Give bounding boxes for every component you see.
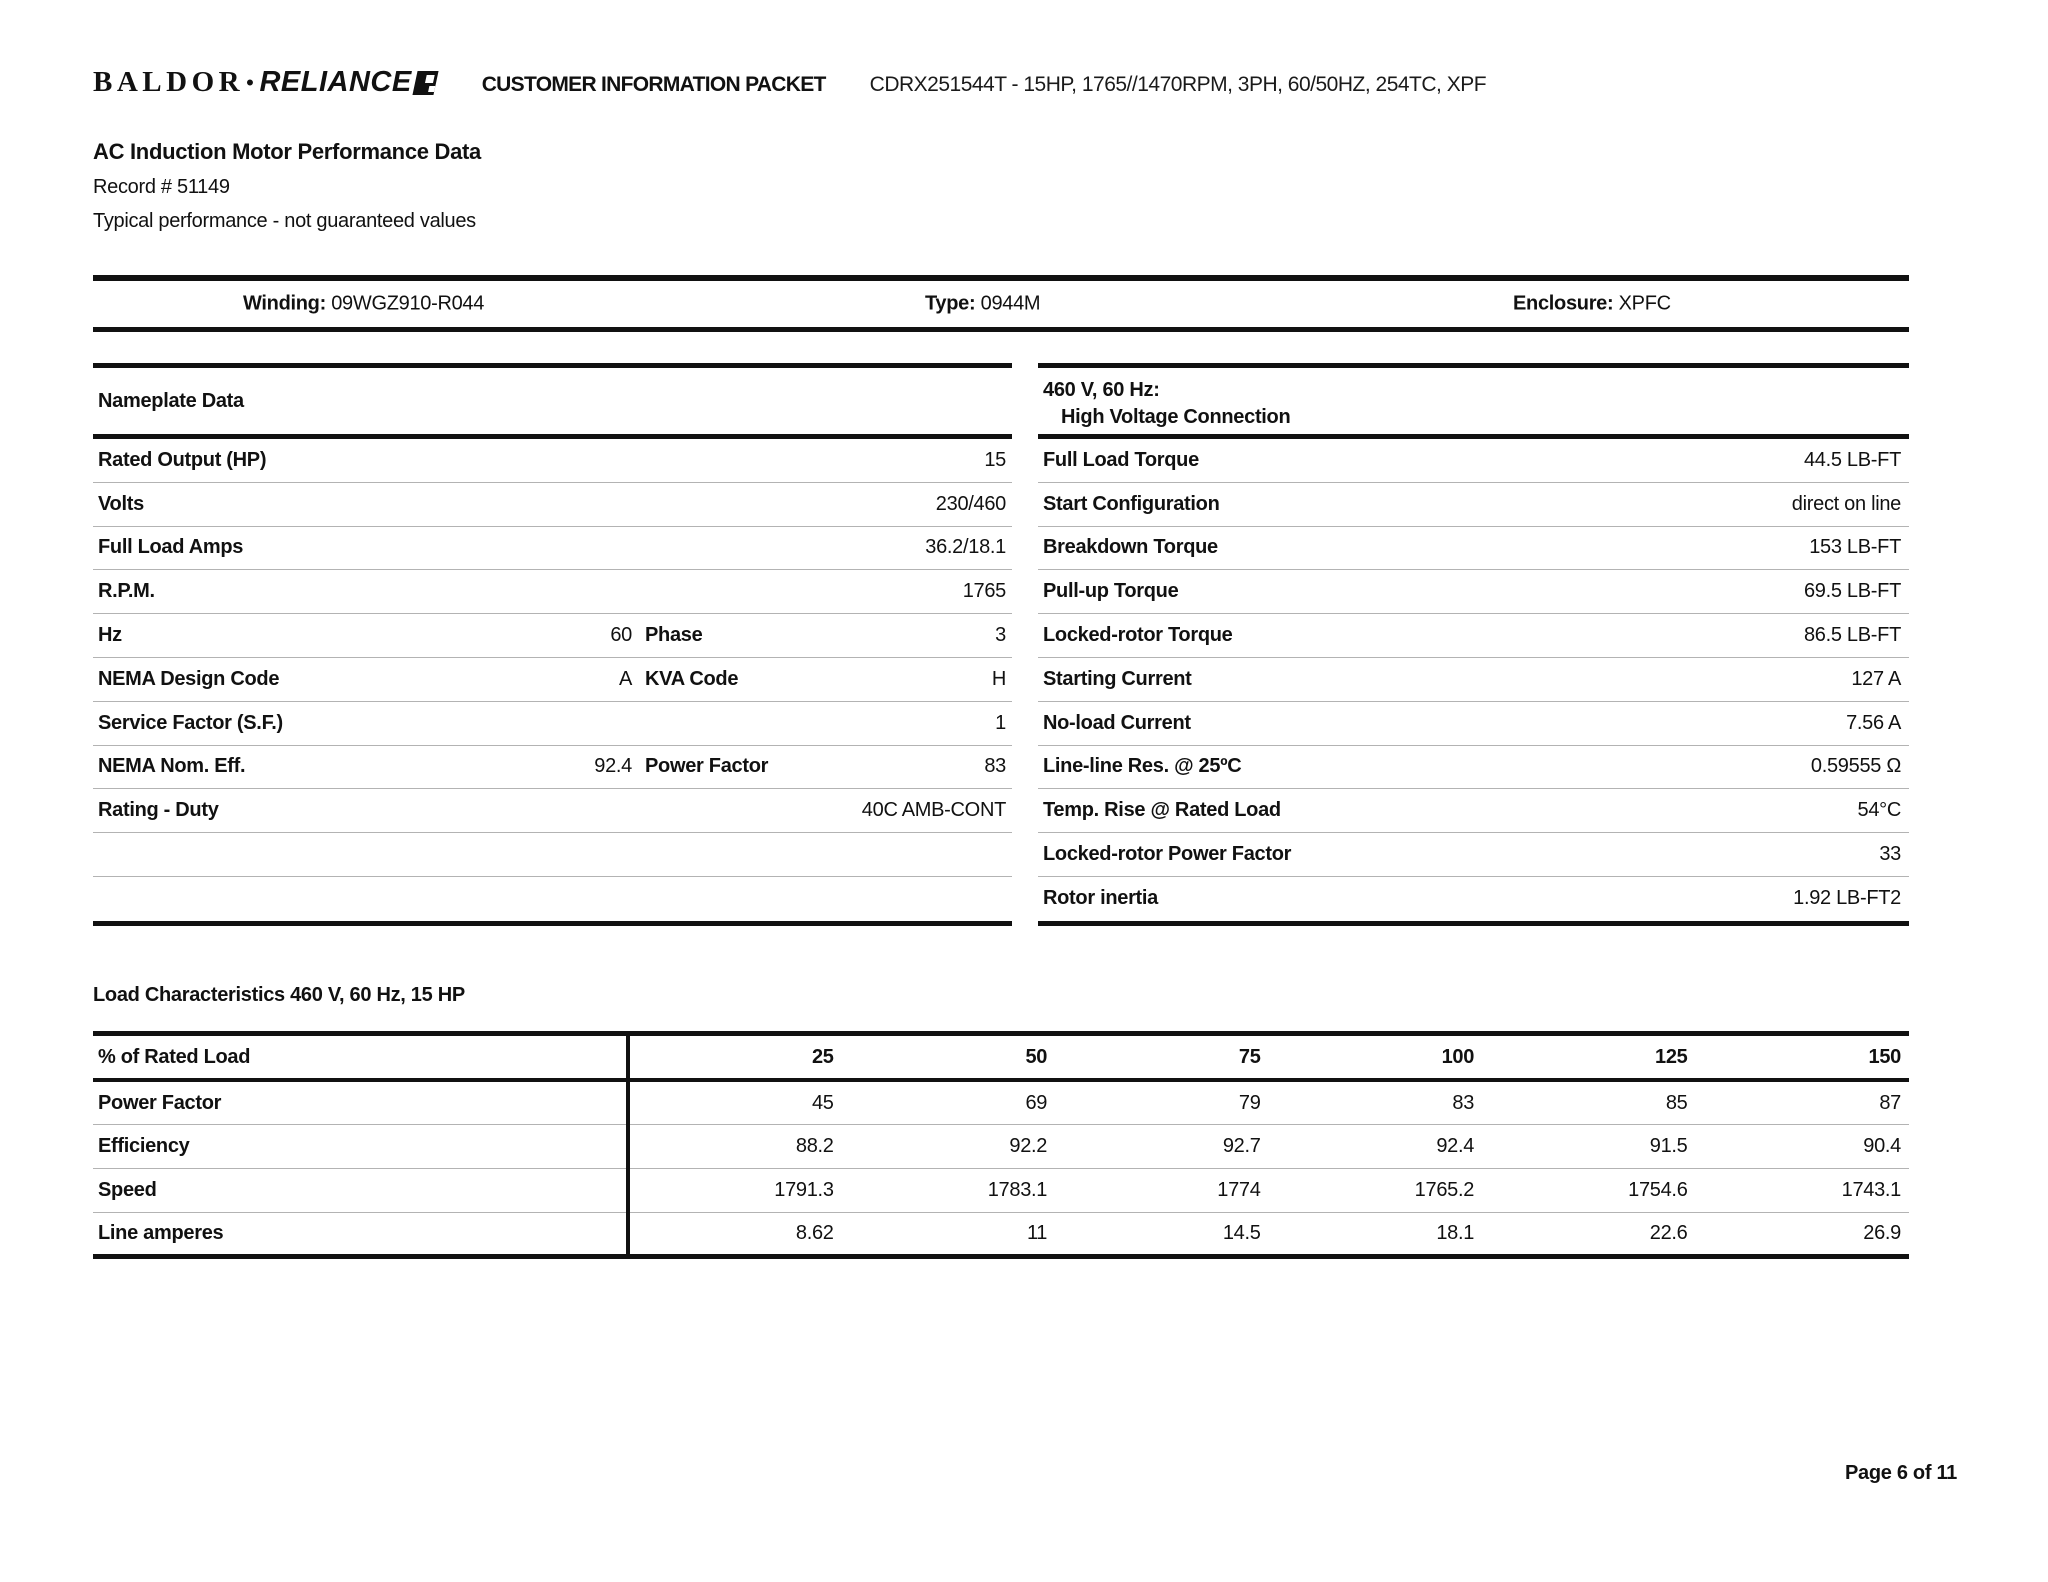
row-value: 1 (995, 711, 1006, 734)
load-column-header: 100 (1441, 1045, 1475, 1068)
nameplate-row (93, 527, 1012, 571)
row-label: Line-line Res. @ 25ºC (1043, 755, 1242, 778)
row-label: Rated Output (HP) (98, 448, 267, 471)
cell-value: 85 (1665, 1091, 1688, 1114)
load-column-header: 150 (1868, 1045, 1901, 1068)
load-header-label: % of Rated Load (98, 1045, 251, 1068)
title-block (93, 139, 1909, 233)
winding-label: Winding: (243, 292, 326, 315)
high-voltage-table (1038, 363, 1909, 926)
nameplate-row (93, 658, 1012, 702)
high-voltage-row (1038, 527, 1909, 571)
page-indicator: Page 6 of 11 (1844, 1462, 1957, 1484)
nameplate-row (93, 833, 1012, 877)
row-label: Line amperes (98, 1221, 224, 1244)
high-voltage-row (1038, 614, 1909, 658)
load-table-row (93, 1080, 1909, 1124)
row-value: 54°C (1857, 799, 1901, 822)
row-label: Pull-up Torque (1043, 580, 1179, 603)
nameplate-row (93, 789, 1012, 833)
cell-value: 14.5 (1222, 1221, 1261, 1244)
high-voltage-row (1038, 570, 1909, 614)
load-column-header: 75 (1238, 1045, 1261, 1068)
type-label: Type: (925, 292, 976, 315)
row-value: H (991, 667, 1006, 690)
cell-value: 26.9 (1863, 1221, 1901, 1244)
record-number: Record # 51149 (93, 176, 230, 198)
row-label: Full Load Amps (98, 536, 244, 559)
row-label: Temp. Rise @ Rated Load (1043, 799, 1281, 822)
row-label: Hz (98, 624, 122, 647)
cell-value: 69 (1025, 1091, 1048, 1114)
row-mid-label: Phase (645, 624, 703, 647)
high-voltage-row (1038, 789, 1909, 833)
nameplate-row (93, 439, 1012, 483)
cell-value: 92.7 (1222, 1134, 1261, 1157)
row-value: 33 (1879, 843, 1901, 866)
load-table-row (93, 1124, 1909, 1168)
load-table-header-row (93, 1033, 1909, 1080)
cell-value: 79 (1238, 1091, 1261, 1114)
nameplate-row (93, 702, 1012, 746)
row-mid-value: 60 (610, 624, 632, 647)
logo-dot-separator: • (246, 69, 254, 95)
enclosure-pair (1513, 293, 1671, 316)
load-column-header: 25 (628, 1033, 841, 1080)
cell-value: 90.4 (1863, 1134, 1901, 1157)
performance-note: Typical performance - not guaranteed values (93, 210, 476, 232)
nameplate-section-title: Nameplate Data (93, 368, 1012, 439)
cell-value: 22.6 (1649, 1221, 1688, 1244)
row-value: 7.56 A (1846, 711, 1901, 734)
cell-value: 18.1 (1436, 1221, 1475, 1244)
cell-value: 92.4 (1436, 1134, 1475, 1157)
row-label: NEMA Design Code (98, 667, 280, 690)
row-value: direct on line (1791, 492, 1901, 515)
high-voltage-row (1038, 483, 1909, 527)
load-column-header: 50 (1025, 1045, 1048, 1068)
row-label: Start Configuration (1043, 492, 1220, 515)
row-value: 44.5 LB-FT (1803, 448, 1901, 471)
load-characteristics-title: Load Characteristics 460 V, 60 Hz, 15 HP (93, 983, 465, 1006)
winding-pair (243, 293, 484, 316)
row-value: 36.2/18.1 (925, 536, 1006, 559)
nameplate-row (93, 570, 1012, 614)
enclosure-value: XPFC (1618, 292, 1671, 315)
enclosure-label: Enclosure: (1513, 292, 1614, 315)
row-value: 153 LB-FT (1809, 536, 1901, 559)
cell-value: 1783.1 (987, 1178, 1048, 1201)
row-label: Full Load Torque (1043, 448, 1199, 471)
row-value: 0.59555 Ω (1810, 755, 1901, 778)
cell-value: 88.2 (628, 1124, 841, 1168)
cell-value: 11 (1026, 1221, 1048, 1244)
high-voltage-row (1038, 746, 1909, 790)
row-mid-value: A (618, 667, 632, 690)
load-table-row (93, 1168, 1909, 1212)
row-value: 127 A (1851, 667, 1901, 690)
row-label: NEMA Nom. Eff. (98, 755, 246, 778)
type-value: 0944M (980, 292, 1041, 315)
row-label: Rotor inertia (1043, 887, 1158, 910)
nameplate-table (93, 363, 1012, 926)
winding-value: 09WGZ910-R044 (331, 292, 485, 315)
cell-value: 87 (1879, 1091, 1901, 1114)
high-voltage-section-title (1038, 368, 1909, 439)
packet-title: CUSTOMER INFORMATION PACKET (481, 73, 826, 96)
logo-reliance-text: RELIANCE (259, 66, 412, 98)
nameplate-row (93, 746, 1012, 790)
row-label: Efficiency (98, 1134, 190, 1157)
high-voltage-row (1038, 877, 1909, 921)
row-label: Speed (98, 1178, 157, 1201)
cell-value: 45 (628, 1080, 841, 1124)
cell-value: 1791.3 (628, 1168, 841, 1212)
winding-bar (93, 275, 1909, 332)
load-table-row (93, 1212, 1909, 1256)
row-label: Locked-rotor Torque (1043, 624, 1233, 647)
high-voltage-row (1038, 439, 1909, 483)
logo-box-icon (412, 71, 438, 95)
load-column-header: 125 (1655, 1045, 1688, 1068)
baldor-reliance-logo (93, 66, 436, 99)
row-value: 69.5 LB-FT (1803, 580, 1901, 603)
load-characteristics-section (93, 984, 1909, 1259)
row-mid-label: Power Factor (645, 755, 769, 778)
load-characteristics-table (93, 1031, 1909, 1259)
row-label: Volts (98, 492, 144, 515)
row-value: 1.92 LB-FT2 (1793, 887, 1901, 910)
hv-title-line1: 460 V, 60 Hz: (1043, 379, 1160, 401)
row-label: Locked-rotor Power Factor (1043, 843, 1292, 866)
cell-value: 92.2 (1009, 1134, 1048, 1157)
cell-value: 1743.1 (1841, 1178, 1901, 1201)
nameplate-row (93, 877, 1012, 921)
page-title: AC Induction Motor Performance Data (93, 139, 481, 164)
cell-value: 83 (1452, 1091, 1475, 1114)
type-pair (925, 293, 1040, 316)
high-voltage-rows (1038, 439, 1909, 926)
nameplate-row (93, 614, 1012, 658)
cell-value: 1765.2 (1414, 1178, 1475, 1201)
cell-value: 91.5 (1649, 1134, 1688, 1157)
row-label: Power Factor (98, 1091, 222, 1114)
row-label: R.P.M. (98, 580, 155, 603)
cell-value: 8.62 (628, 1212, 841, 1256)
row-value: 83 (984, 755, 1006, 778)
row-value: 40C AMB-CONT (861, 799, 1006, 822)
cell-value: 1754.6 (1628, 1178, 1688, 1201)
row-label: Rating - Duty (98, 799, 219, 822)
row-label: Service Factor (S.F.) (98, 711, 283, 734)
row-value: 3 (995, 624, 1006, 647)
logo-baldor-text: BALDOR (93, 66, 245, 98)
motor-spec-line: CDRX251544T - 15HP, 1765//1470RPM, 3PH, 60/50HZ, 254TC, XPF (869, 73, 1487, 96)
row-mid-value: 92.4 (594, 755, 632, 778)
row-mid-label: KVA Code (645, 667, 739, 690)
load-table-body (93, 1080, 1909, 1256)
high-voltage-row (1038, 833, 1909, 877)
row-value: 230/460 (935, 492, 1006, 515)
row-label: No-load Current (1043, 711, 1191, 734)
hv-title-line2: High Voltage Connection (1061, 406, 1291, 428)
row-label: Starting Current (1043, 667, 1192, 690)
row-value: 86.5 LB-FT (1803, 624, 1901, 647)
page-header (93, 0, 2048, 99)
nameplate-row (93, 483, 1012, 527)
high-voltage-row (1038, 702, 1909, 746)
nameplate-rows (93, 439, 1012, 926)
row-label: Breakdown Torque (1043, 536, 1218, 559)
data-tables (93, 363, 1909, 926)
high-voltage-row (1038, 658, 1909, 702)
cell-value: 1774 (1217, 1178, 1261, 1201)
row-value: 1765 (962, 580, 1006, 603)
row-value: 15 (984, 448, 1006, 471)
